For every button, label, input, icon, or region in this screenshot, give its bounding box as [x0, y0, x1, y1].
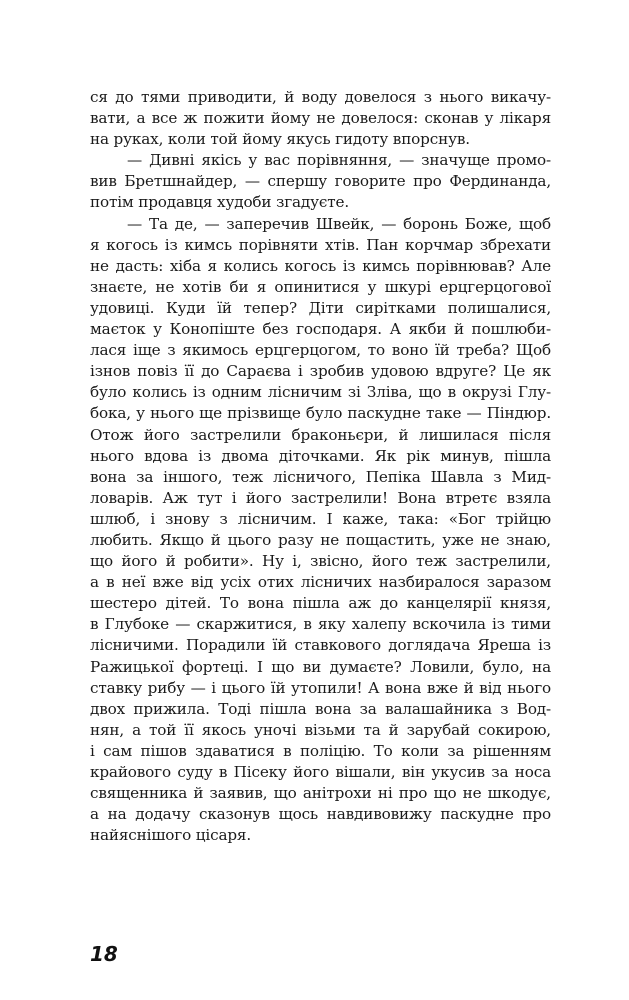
text-line: ся до тями приводити, й воду довелося з нього викачу- — [90, 88, 551, 106]
text-line: шестеро дітей. То вона пішла аж до канцелярії князя, — [90, 594, 551, 613]
body-text — [90, 87, 551, 846]
text-line: і сам пішов здаватися в поліцію. То коли за рішенням — [90, 741, 551, 760]
text-line: в Глубоке — скаржитися, в яку халепу вскочила із тими — [90, 615, 551, 634]
text-line: лася іще з якимось ерцгерцогом, то воно їй треба? Щоб — [90, 341, 551, 360]
page-number: 18 — [90, 942, 118, 966]
text-line: крайового суду в Пісеку його вішали, він укусив за носа — [90, 763, 551, 781]
text-line: було колись із одним лісничим зі Зліва, що в окрузі Глу- — [90, 383, 551, 402]
text-line: нього вдова із двома діточками. Як рік минув, пішла — [90, 446, 551, 465]
text-line: вона за іншого, теж лісничого, Пепіка Шавла з Мид- — [90, 467, 551, 486]
text-line: нян, а той її якось уночі візьми та й зарубай сокирою, — [90, 720, 551, 739]
text-line: священника й заявив, що анітрохи ні про що не шкодує, — [90, 784, 551, 803]
text-line: Ражицької фортеці. І що ви думаєте? Ловили, було, на — [90, 657, 551, 676]
text-line: шлюб, і знову з лісничим. І каже, така: «Бог трійцю — [90, 509, 551, 528]
text-line: ізнов повіз її до Сараєва і зробив удовою вдруге? Це як — [90, 362, 551, 381]
text-line: любить. Якщо й цього разу не пощастить, уже не знаю, — [90, 530, 551, 549]
text-line: я когось із кимсь порівняти хтів. Пан корчмар збрехати — [90, 235, 551, 254]
text-line: Отож його застрелили браконьєри, й лишилася після — [90, 425, 551, 444]
text-line: не дасть: хіба я колись когось із кимсь порівнював? Але — [90, 256, 551, 275]
text-line: найяснішого цісаря. — [90, 826, 252, 845]
text-line: знаєте, не хотів би я опинитися у шкурі ерцгерцогової — [90, 277, 551, 296]
text-line: — Дивні якісь у вас порівняння, — значуще промо- — [127, 151, 551, 170]
text-line: — Та де, — заперечив Швейк, — боронь Боже, щоб — [127, 214, 551, 233]
text-line: потім продавця худоби згадуєте. — [90, 193, 350, 212]
text-line: а на додачу сказонув щось навдивовижу паскудне про — [90, 805, 551, 824]
text-line: вив Бретшнайдер, — спершу говорите про Фердинанда, — [90, 172, 551, 191]
text-line: ставку рибу — і цього їй утопили! А вона вже й від нього — [90, 678, 551, 697]
text-line: бока, у нього ще прізвище було паскудне таке — Піндюр. — [90, 404, 551, 423]
text-line: удовиці. Куди їй тепер? Діти сирітками полишалися, — [90, 298, 551, 317]
text-line: ловарів. Аж тут і його застрелили! Вона втретє взяла — [90, 488, 551, 507]
text-line: маєток у Конопіште без господаря. А якби й пошлюби- — [90, 320, 551, 339]
text-line: що його й робити». Ну і, звісно, його теж застрелили, — [90, 552, 551, 571]
text-line: на руках, коли той йому якусь гидоту впорснув. — [90, 130, 470, 149]
text-line: а в неї вже від усіх отих лісничих назбиралося заразом — [90, 573, 551, 592]
text-line: вати, а все ж пожити йому не довелося: сконав у лікаря — [90, 109, 551, 128]
text-line: лісничими. Порадили їй ставкового доглядача Яреша із — [90, 636, 551, 655]
text-line: двох прижила. Тоді пішла вона за валашайника з Вод- — [90, 699, 551, 718]
